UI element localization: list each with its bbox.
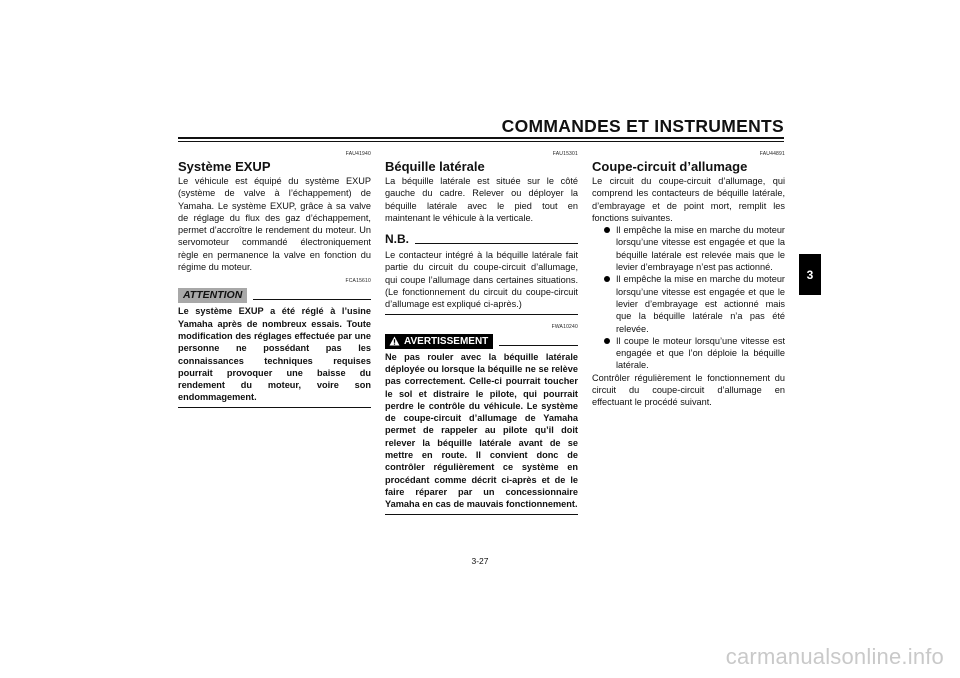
warning-text: Ne pas rouler avec la béquille latérale déployée ou lorsque la béquille ne se relève pas correctement. Celle-ci pourrait toucher le sol et distraire le pilote, qui pourrait perdre le contrôle du véhicule. Le système de coupe-circuit d’allumage de Yamaha permet de rappeler au pilote qu’il doit relever la béquille latérale avant de se mettre en route. Il convient donc de contrôler régulièrement ce système en procédant comme décrit ci-après et de le faire réparer par un concessionnaire Yamaha en cas de mauvais fonctionnement. bbox=[385, 351, 578, 510]
section-body: Le véhicule est équipé du système EXUP (système de valve à l’échappement) de Yamaha. Le système EXUP, grâce à sa valve de réglage du flux des gaz d’échappement, permet d’accroître le rendement du moteur. Un servomoteur commandé électroniquement règle en permanence la valve en fonction du régime du moteur. bbox=[178, 176, 371, 273]
attention-header bbox=[178, 288, 371, 303]
section-code: FAU41940 bbox=[345, 151, 371, 157]
bullet-icon bbox=[604, 338, 610, 344]
attention-text: Le système EXUP a été réglé à l’usine Yamaha après de nombreux essais. Toute modification des réglages effectuée par une personne ne possédant pas les connaissances techniques requises pourrait provoquer une baisse du rendement du moteur, voire son endommagement. bbox=[178, 306, 371, 403]
bullet-icon bbox=[604, 276, 610, 282]
section-outro: Contrôler régulièrement le fonctionnement du circuit du coupe-circuit d’allumage en effectuant le procédé suivant. bbox=[592, 372, 785, 408]
nb-header bbox=[385, 233, 578, 246]
section-code: FAU15301 bbox=[552, 151, 578, 157]
warning-header-rule bbox=[499, 345, 578, 346]
list-item: Il empêche la mise en marche du moteur lorsqu’une vitesse est engagée et que la béquille latérale est relevée mais que le levier d’embrayage n’est pas actionné. bbox=[604, 224, 785, 273]
nb-bottom-rule bbox=[385, 314, 578, 315]
page-header-title: COMMANDES ET INSTRUMENTS bbox=[501, 116, 784, 136]
attention-box bbox=[178, 288, 371, 407]
watermark: carmanualsonline.info bbox=[725, 644, 944, 669]
section-code: FAU44891 bbox=[759, 151, 785, 157]
list-item: Il empêche la mise en marche du moteur lorsqu’une vitesse est engagée et que le levier d’embrayage est actionné mais que la béquille latérale n’a pas été relevée. bbox=[604, 273, 785, 334]
column-exup bbox=[178, 151, 371, 408]
warning-label: AVERTISSEMENT bbox=[404, 335, 489, 347]
warning-box bbox=[385, 334, 578, 515]
warning-triangle-icon bbox=[389, 336, 400, 346]
section-title: Béquille latérale bbox=[385, 159, 485, 174]
bullet-icon bbox=[604, 227, 610, 233]
function-list bbox=[592, 224, 785, 372]
attention-header-rule bbox=[253, 299, 371, 300]
header-rule-thick bbox=[178, 137, 784, 139]
attention-bottom-rule bbox=[178, 407, 371, 408]
nb-text: Le contacteur intégré à la béquille latérale fait partie du circuit du coupe-circuit d’allumage, qui coupe l’allumage dans certaines situations. (Le fonctionnement du circuit du coupe-circuit d’allumage est expliqué ci-après.) bbox=[385, 250, 578, 310]
section-body: La béquille latérale est située sur le côté gauche du cadre. Relever ou déployer la béquille latérale avec le pied tout en maintenant le véhicule à la verticale. bbox=[385, 176, 578, 223]
chapter-tab: 3 bbox=[799, 254, 821, 295]
caution-code: FCA15610 bbox=[345, 278, 371, 285]
nb-box bbox=[385, 233, 578, 314]
warning-code: FWA10240 bbox=[551, 323, 578, 330]
column-ignition-cutoff bbox=[592, 151, 785, 409]
warning-header bbox=[385, 334, 578, 349]
warning-label-badge bbox=[385, 334, 493, 349]
section-title: Système EXUP bbox=[178, 159, 271, 174]
column-sidestand bbox=[385, 151, 578, 515]
header-rule-thin bbox=[178, 141, 784, 142]
page-number: 3-27 bbox=[471, 556, 489, 566]
nb-header-rule bbox=[415, 243, 578, 244]
section-intro: Le circuit du coupe-circuit d’allumage, qui comprend les contacteurs de béquille latérale, d’embrayage et de point mort, remplit les fonctions suivantes. bbox=[592, 176, 785, 223]
attention-label: ATTENTION bbox=[178, 288, 247, 303]
section-title: Coupe-circuit d’allumage bbox=[592, 159, 748, 174]
nb-label: N.B. bbox=[385, 232, 409, 247]
list-item: Il coupe le moteur lorsqu’une vitesse est engagée et que l’on déploie la béquille latérale. bbox=[604, 335, 785, 372]
warning-bottom-rule bbox=[385, 514, 578, 515]
